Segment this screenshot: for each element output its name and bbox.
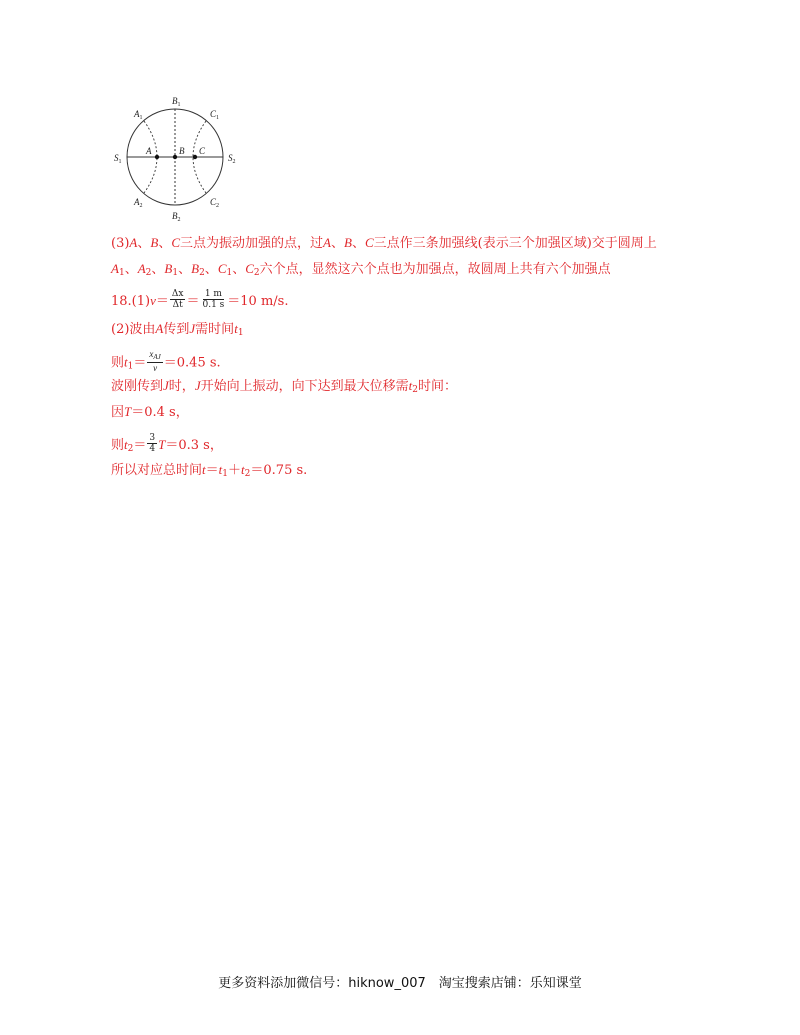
text: A	[137, 261, 146, 276]
text: B	[164, 261, 173, 276]
text: ＝	[133, 438, 147, 453]
denominator: 4	[149, 444, 156, 454]
subscript: 1	[172, 268, 179, 278]
label-c1: $C_1$	[210, 109, 220, 121]
text: t	[124, 354, 128, 370]
text: t	[202, 462, 206, 477]
label-b1: $B_1$	[172, 96, 181, 108]
text: C	[364, 235, 374, 250]
text: 时间：	[417, 379, 457, 394]
text: 、	[331, 236, 345, 251]
text: 三点为振动加强的点，过	[180, 236, 324, 251]
text: C	[171, 235, 181, 250]
text: J	[194, 378, 201, 393]
text: 时，	[168, 379, 195, 394]
q18-line-2	[111, 321, 244, 341]
text: ＝0.75 s.	[250, 463, 308, 478]
subscript: 2	[412, 385, 418, 395]
text: ＝10 m/s.	[227, 294, 289, 309]
subscript: 2	[253, 268, 260, 278]
numerator	[147, 349, 162, 363]
fraction	[170, 289, 186, 310]
fraction	[147, 349, 162, 373]
text: 三点作三条加强线(表示三个加强区域)交于圆周上	[373, 236, 657, 251]
label-b: B	[179, 146, 185, 156]
text: 、	[158, 236, 172, 251]
text: J	[163, 378, 169, 393]
subscript: 2	[127, 444, 134, 454]
subscript: AJ	[153, 353, 161, 361]
footer-watermark: 更多资料添加微信号：hiknow_007 淘宝搜索店铺：乐知课堂	[218, 976, 582, 991]
text: A	[155, 321, 164, 336]
subscript: 1	[118, 268, 125, 278]
q18-line-6	[111, 435, 223, 457]
text: 所以对应总时间	[111, 463, 203, 478]
text: 则	[111, 438, 125, 453]
text: 传到	[163, 322, 190, 337]
q18-line-7	[111, 462, 307, 482]
numerator: Δx	[171, 289, 184, 299]
text: A	[323, 235, 331, 250]
text: 、	[351, 236, 365, 251]
fraction	[147, 433, 157, 454]
label-s1: $S_1$	[114, 153, 122, 165]
text: t	[234, 321, 238, 336]
text: T	[124, 404, 132, 419]
text: 、	[151, 262, 165, 277]
denominator: 0.1 s	[202, 300, 225, 310]
q18-line-4	[111, 378, 457, 398]
subscript: 1	[237, 328, 244, 338]
text: (2)波由	[111, 322, 156, 337]
text: 六个点，显然这六个点也为加强点，故圆周上共有六个加强点	[259, 262, 611, 277]
text: ＝	[186, 294, 200, 309]
text: B	[150, 235, 159, 250]
text: ＝	[155, 294, 169, 309]
denominator: v	[153, 363, 158, 373]
point-a	[155, 155, 159, 159]
fraction	[200, 289, 226, 310]
text: 、	[178, 262, 192, 277]
text: ＋	[228, 463, 242, 478]
label-a1: $A_1$	[134, 109, 143, 121]
answer-3-line-2	[111, 261, 611, 281]
text: 18.(1)	[111, 294, 151, 309]
text: 、	[204, 262, 218, 277]
text: ＝0.45 s.	[163, 355, 221, 371]
numerator: 1 m	[204, 289, 222, 299]
subscript: 2	[199, 268, 205, 278]
text: A	[129, 235, 138, 250]
q18-line-1	[111, 291, 288, 312]
text: 需时间	[195, 322, 235, 337]
text: (3)	[111, 236, 130, 251]
text: 则	[111, 355, 125, 371]
text: C	[245, 261, 254, 276]
q18-line-3	[111, 351, 221, 375]
point-b	[173, 155, 177, 159]
text: A	[111, 261, 119, 276]
subscript: 1	[226, 268, 233, 278]
text: B	[191, 261, 200, 276]
denominator: Δt	[172, 300, 183, 310]
text: t	[408, 378, 413, 393]
text: ＝0.4 s，	[131, 405, 189, 420]
label-c: C	[199, 146, 206, 156]
text: ＝	[133, 355, 147, 371]
text: ＝0.3 s，	[165, 438, 223, 453]
text: J	[189, 321, 196, 336]
point-c	[193, 155, 197, 159]
text: T	[158, 437, 166, 452]
text: C	[217, 261, 227, 276]
q18-line-5	[111, 404, 189, 421]
label-c2: $C_2$	[210, 197, 220, 209]
subscript: 1	[127, 361, 134, 372]
text: t	[218, 462, 223, 477]
subscript: 2	[145, 268, 152, 278]
text: t	[241, 462, 245, 477]
label-s2: $S_2$	[228, 153, 236, 165]
text: 、	[232, 262, 246, 277]
text: 开始向上振动，向下达到最大位移需	[200, 379, 409, 394]
text: B	[344, 235, 352, 250]
text: 、	[137, 236, 151, 251]
label-a: A	[146, 146, 152, 156]
text: x	[149, 349, 154, 359]
text: ＝	[205, 463, 219, 478]
text: t	[124, 437, 128, 452]
answer-3-line-1	[111, 235, 657, 252]
numerator: 3	[149, 433, 156, 443]
text: v	[150, 293, 156, 308]
subscript: 2	[244, 469, 251, 479]
label-a2: $A_2$	[134, 197, 143, 209]
text: 波刚传到	[111, 379, 164, 394]
text: 、	[124, 262, 138, 277]
wave-interference-diagram	[108, 93, 248, 225]
subscript: 1	[222, 469, 229, 479]
label-b2: $B_2$	[172, 211, 181, 223]
text: 因	[111, 405, 125, 420]
